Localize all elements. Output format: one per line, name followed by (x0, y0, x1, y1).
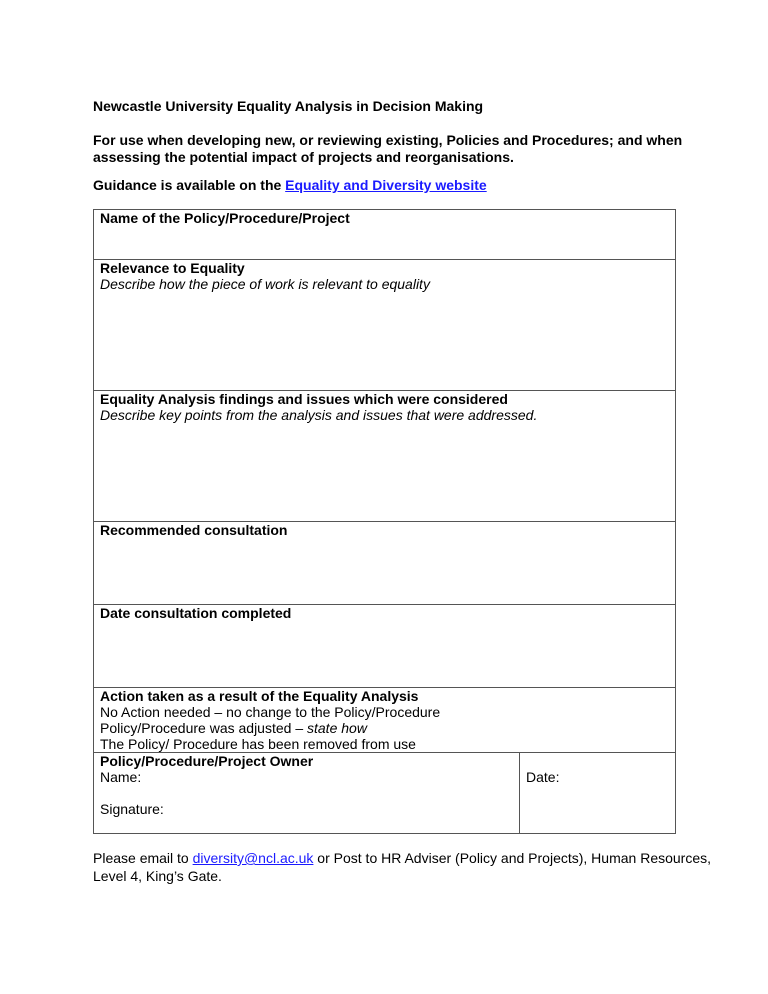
owner-label: Policy/Procedure/Project Owner (100, 753, 314, 769)
date-consultation-field[interactable] (94, 605, 676, 688)
owner-name-label: Name: (100, 769, 142, 785)
findings-description: Describe key points from the analysis and issues that were addressed. (100, 407, 538, 423)
guidance-line (93, 177, 487, 193)
consultation-label: Recommended consultation (100, 522, 288, 538)
guidance-prefix: Guidance is available on the (93, 177, 286, 193)
action-label: Action taken as a result of the Equality Analysis (100, 688, 419, 704)
relevance-label: Relevance to Equality (100, 260, 245, 276)
intro-text: For use when developing new, or reviewing existing, Policies and Procedures; and when assessing the potential impact of projects and reorganisations. (93, 132, 683, 165)
owner-date-label: Date: (526, 769, 560, 785)
findings-label: Equality Analysis findings and issues which were considered (100, 391, 508, 407)
equality-diversity-link[interactable]: Equality and Diversity website (285, 177, 487, 193)
policy-name-label: Name of the Policy/Procedure/Project (100, 210, 350, 226)
footer-suffix: or Post to HR Adviser (Policy and Projects), Human Resources, Level 4, King’s Gate. (93, 850, 712, 884)
findings-field[interactable] (94, 391, 676, 522)
action-option-adjusted: Policy/Procedure was adjusted – state how (100, 720, 367, 736)
document-title: Newcastle University Equality Analysis in Decision Making (93, 98, 484, 114)
action-field[interactable] (94, 688, 676, 753)
date-consultation-label: Date consultation completed (100, 605, 292, 621)
action-option-removed: The Policy/ Procedure has been removed from use (100, 736, 416, 752)
relevance-field[interactable] (94, 260, 676, 391)
relevance-description: Describe how the piece of work is relevant to equality (100, 276, 430, 292)
footer-prefix: Please email to (93, 850, 193, 866)
owner-date-field[interactable] (520, 753, 676, 834)
policy-name-field[interactable] (94, 210, 676, 260)
submission-instructions (93, 849, 713, 885)
equality-analysis-form (93, 209, 676, 834)
owner-field[interactable] (94, 753, 520, 834)
diversity-email-link[interactable]: diversity@ncl.ac.uk (192, 850, 314, 866)
consultation-field[interactable] (94, 522, 676, 605)
action-option-no-change: No Action needed – no change to the Policy/Procedure (100, 704, 441, 720)
owner-signature-label: Signature: (100, 801, 164, 817)
